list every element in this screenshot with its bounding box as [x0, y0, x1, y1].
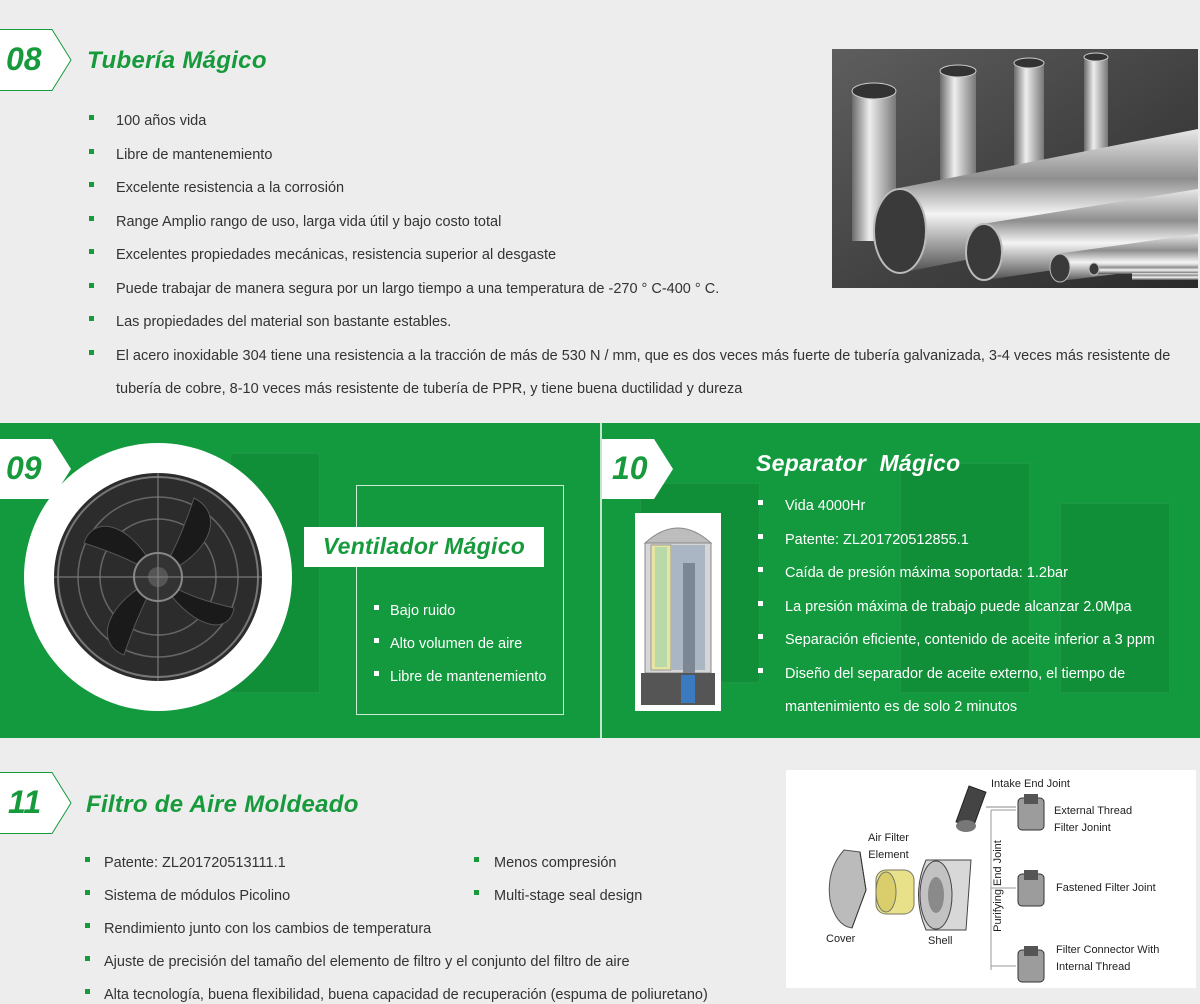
stainless-pipes-image — [832, 49, 1198, 288]
list-item: Separación eficiente, contenido de aceite inferior a 3 ppm — [758, 624, 1188, 658]
section-09-title: Ventilador Mágico — [322, 533, 526, 559]
list-item: Caída de presión máxima soportada: 1.2bar — [758, 557, 1188, 591]
list-item: Patente: ZL201720512855.1 — [758, 524, 1188, 558]
section-number: 08 — [6, 41, 42, 77]
list-item: Patente: ZL201720513111.1 — [85, 847, 465, 880]
section-number: 10 — [612, 450, 648, 486]
label-cover: Cover — [826, 933, 856, 945]
section-08-title: Tubería Mágico — [87, 47, 267, 74]
label-line: External Thread — [1054, 805, 1133, 817]
label-fastened-filter-joint: Fastened Filter Joint — [1056, 882, 1156, 894]
list-item: Bajo ruido — [374, 595, 564, 628]
list-item: Libre de mantenemiento — [89, 139, 1194, 173]
section-11-badge — [0, 772, 72, 834]
section-10-badge — [602, 439, 674, 499]
label-air-filter-element — [868, 830, 909, 864]
section-08-badge — [0, 29, 72, 91]
label-line: Air Filter — [868, 832, 909, 844]
list-item: Puede trabajar de manera segura por un largo tiempo a una temperatura de -270 ° C-400 ° C. — [89, 273, 1194, 307]
label-purifying-end-joint: Purifying End Joint — [992, 840, 1004, 932]
label-external-thread — [1054, 803, 1132, 837]
section-11-bullet-list-right — [474, 847, 774, 913]
section-11-title: Filtro de Aire Moldeado — [86, 791, 359, 818]
list-item: Libre de mantenemiento — [374, 661, 564, 694]
list-item: Rendimiento junto con los cambios de temperatura — [85, 913, 785, 946]
section-10-bullet-list — [758, 490, 1188, 725]
list-item: Multi-stage seal design — [474, 880, 774, 913]
axial-fan-image — [24, 443, 292, 711]
list-item: 100 años vida — [89, 105, 1194, 139]
list-item: Vida 4000Hr — [758, 490, 1188, 524]
green-feature-panel — [0, 423, 1200, 738]
label-line: Internal Thread — [1056, 961, 1131, 973]
list-item: Las propiedades del material son bastante estables. — [89, 306, 1194, 340]
list-item: Diseño del separador de aceite externo, el tiempo de mantenimiento es de solo 2 minutos — [758, 658, 1188, 725]
fan-title-box — [304, 527, 544, 567]
label-shell: Shell — [928, 935, 953, 947]
label-filter-connector — [1056, 942, 1159, 976]
list-item: Ajuste de precisión del tamaño del elemento de filtro y el conjunto del filtro de aire — [85, 946, 785, 979]
label-line: Element — [868, 849, 909, 861]
list-item: El acero inoxidable 304 tiene una resistencia a la tracción de más de 530 N / mm, que es dos veces más fuerte de tubería galvanizada, 3-4 veces más resistente de tubería de cobre, 8-10 veces más resistente de tubería de PPR, y tiene buena ductilidad y dureza — [89, 340, 1194, 407]
section-10-title: Separator Mágico — [756, 450, 961, 476]
section-11-bullet-list-left — [85, 847, 465, 913]
label-line: Filter Connector With — [1056, 944, 1160, 956]
list-item: La presión máxima de trabajo puede alcanzar 2.0Mpa — [758, 591, 1188, 625]
label-line: Filter Jonint — [1054, 822, 1111, 834]
list-item: Alta tecnología, buena flexibilidad, buena capacidad de recuperación (espuma de poliuretano) — [85, 979, 785, 1004]
section-11-bullet-list-full — [85, 913, 785, 1004]
list-item: Alto volumen de aire — [374, 628, 564, 661]
list-item: Excelente resistencia a la corrosión — [89, 172, 1194, 206]
list-item: Sistema de módulos Picolino — [85, 880, 465, 913]
label-intake-end-joint: Intake End Joint — [991, 778, 1070, 790]
air-filter-diagram — [786, 770, 1196, 988]
section-09-bullet-list — [374, 595, 564, 694]
list-item: Menos compresión — [474, 847, 774, 880]
oil-separator-image — [635, 513, 721, 711]
list-item: Excelentes propiedades mecánicas, resistencia superior al desgaste — [89, 239, 1194, 273]
section-number: 09 — [6, 450, 42, 486]
section-number: 11 — [8, 784, 42, 820]
list-item: Range Amplio rango de uso, larga vida útil y bajo costo total — [89, 206, 1194, 240]
